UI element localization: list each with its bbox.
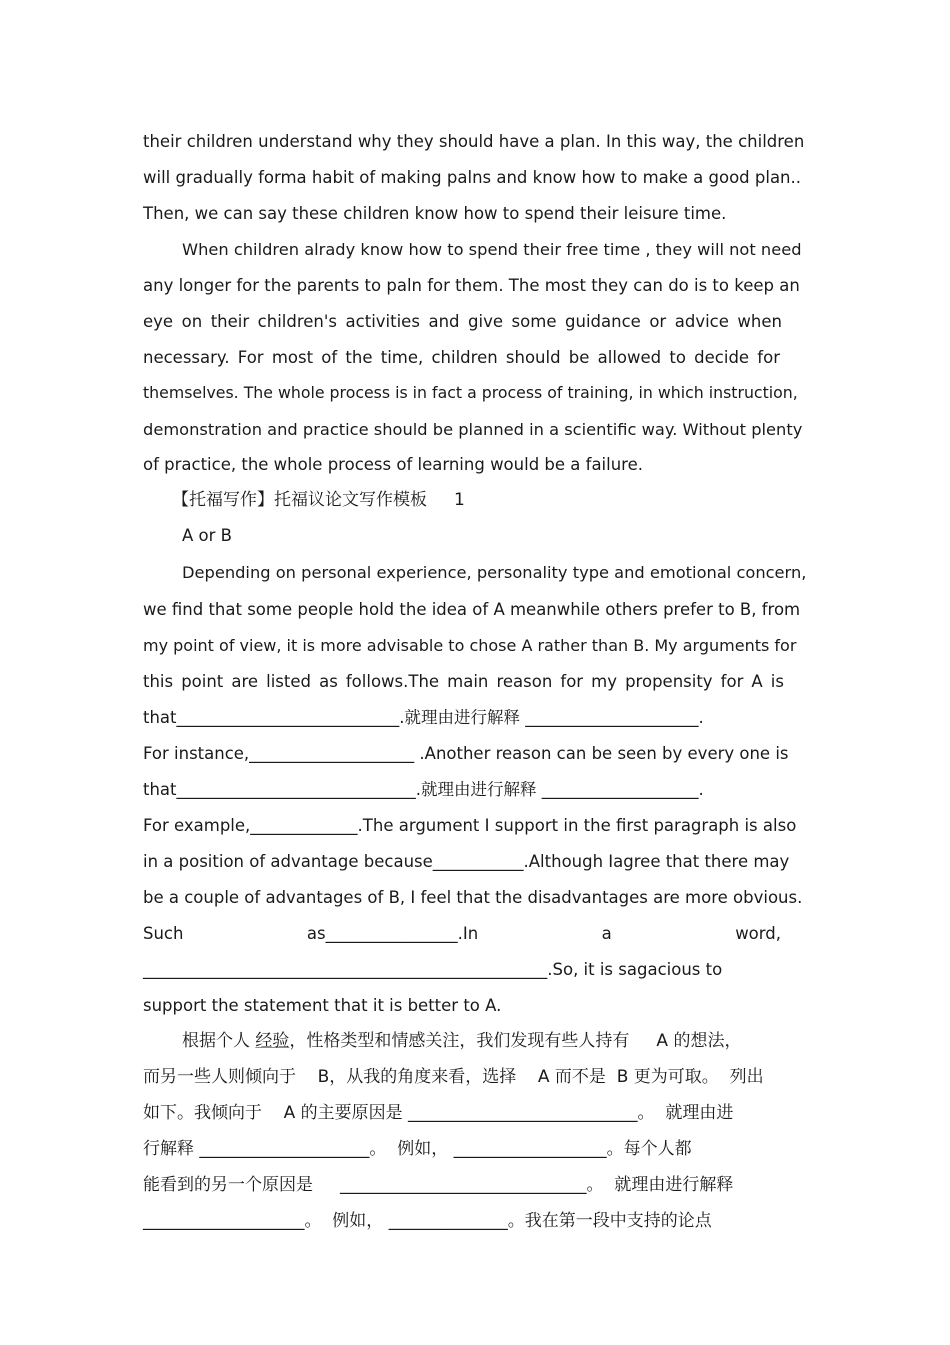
template-blank-line: that_____________________________.就理由进行解释 ___________________. [143, 780, 704, 799]
template-blank-line: For instance,____________________ .Another reason can be seen by every one is [143, 744, 789, 763]
experience-link[interactable]: 经验 [255, 1031, 290, 1051]
text-line: eye on their children's activities and give some guidance or advice when [143, 312, 782, 331]
template-blank-line: _________________________________________________.So, it is sagacious to [143, 960, 723, 979]
text-line: be a couple of advantages of B, I feel that the disadvantages are more obvious. [143, 888, 803, 907]
chinese-template-line: 行解释 ____________________。 例如， __________________。每个人都 [143, 1139, 692, 1159]
text-line: themselves. The whole process is in fact a process of training, in which instruction, [143, 383, 798, 402]
chinese-template-line: 能看到的另一个原因是 _____________________________。 就理由进行解释 [143, 1175, 734, 1195]
text-line: any longer for the parents to paln for them. The most they can do is to keep an [143, 276, 800, 295]
text-line: demonstration and practice should be planned in a scientific way. Without plenty [143, 420, 803, 439]
template-blank-line: in a position of advantage because___________.Although Iagree that there may [143, 852, 790, 871]
text-line: of practice, the whole process of learning would be a failure. [143, 455, 644, 474]
template-blank-line: For example,_____________.The argument I support in the first paragraph is also [143, 816, 797, 835]
chinese-text: ，性格类型和情感关注，我们发现有些人持有 A 的想法， [289, 1031, 742, 1051]
template-blank-line: Such as________________.In a word, [143, 924, 781, 943]
text-line: support the statement that it is better to A. [143, 996, 502, 1015]
section-heading: 【托福写作】托福议论文写作模板 1 [172, 490, 465, 510]
chinese-template-line: 如下。我倾向于 A 的主要原因是 ___________________________。 就理由进 [143, 1103, 734, 1123]
text-line: my point of view, it is more advisable to chose A rather than B. My arguments for [143, 636, 797, 655]
subheading: A or B [182, 526, 232, 545]
chinese-template-line: ___________________。 例如， ______________。我在第一段中支持的论点 [143, 1211, 712, 1231]
text-line: this point are listed as follows.The main reason for my propensity for A is [143, 672, 784, 691]
chinese-text: 根据个人 [182, 1031, 250, 1051]
text-line: Depending on personal experience, personality type and emotional concern, [182, 563, 807, 582]
text-line: Then, we can say these children know how to spend their leisure time. [143, 204, 727, 223]
text-line: necessary. For most of the time, children should be allowed to decide for [143, 348, 780, 367]
text-line: will gradually forma habit of making palns and know how to make a good plan.. [143, 168, 802, 187]
text-line: When children alrady know how to spend their free time , they will not need [182, 240, 802, 259]
text-line: we find that some people hold the idea of A meanwhile others prefer to B, from [143, 600, 801, 619]
chinese-line [182, 1030, 805, 1052]
chinese-line: 而另一些人则倾向于 B，从我的角度来看，选择 A 而不是 B 更为可取。 列出 [143, 1067, 764, 1087]
template-blank-line: that___________________________.就理由进行解释 _____________________. [143, 708, 704, 727]
text-line: their children understand why they should have a plan. In this way, the children [143, 132, 805, 151]
